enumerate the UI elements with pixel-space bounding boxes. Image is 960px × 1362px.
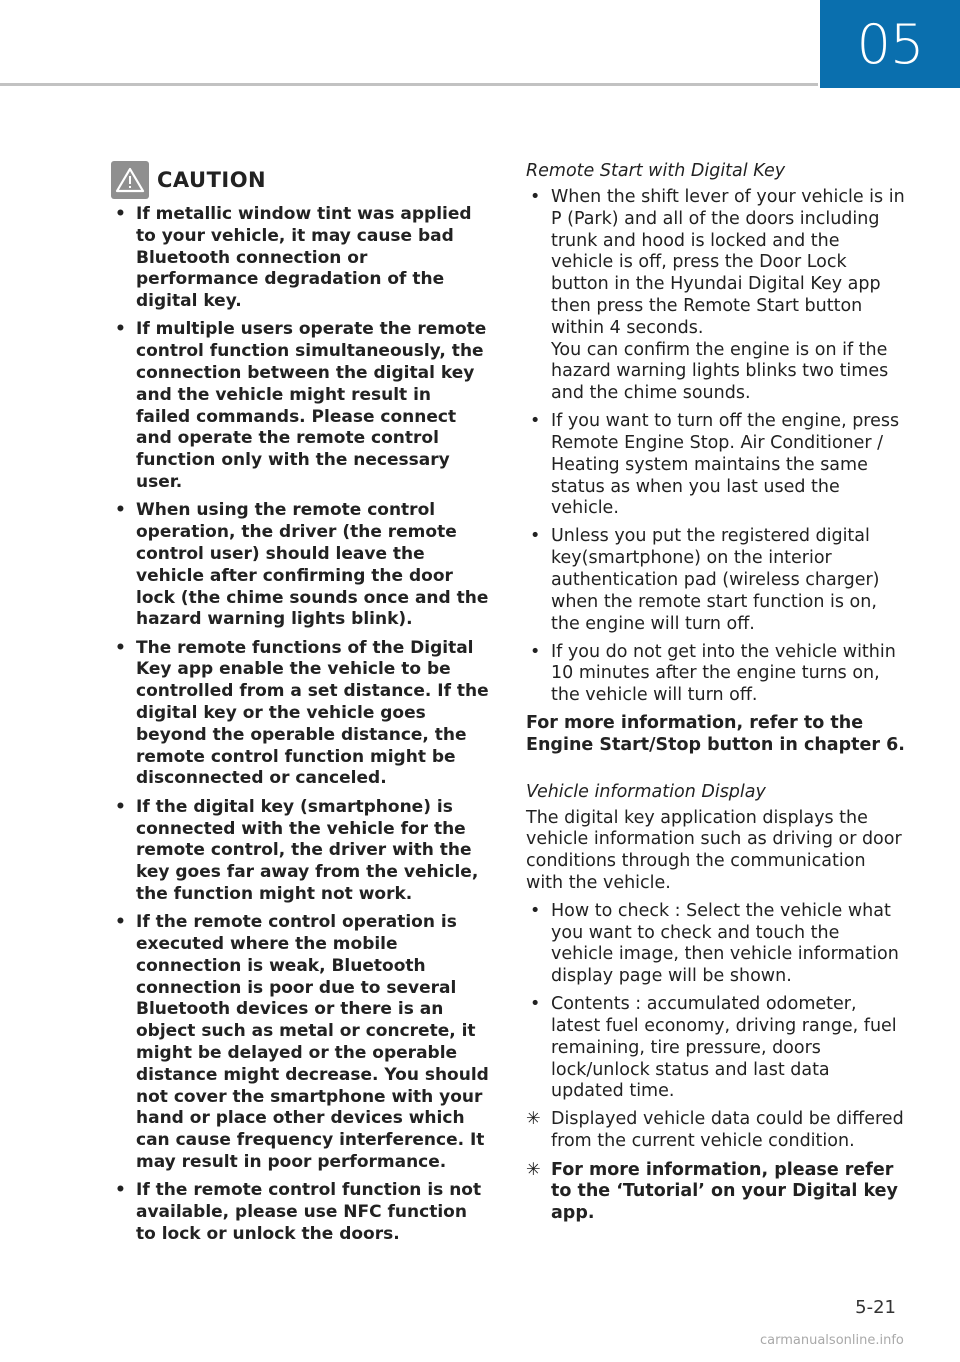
list-item: • Unless you put the registered digital key(smartphone) on the interior authentication pad (wireless charger) when the remote start function is on, the engine will turn off. bbox=[526, 526, 906, 635]
warning-triangle-icon bbox=[111, 161, 149, 199]
asterisk-icon: ✳ bbox=[526, 1109, 541, 1130]
remote-start-heading: Remote Start with Digital Key bbox=[526, 161, 786, 181]
caution-list bbox=[111, 204, 491, 1246]
caution-item: • If the digital key (smartphone) is connected with the vehicle for the remote control, the driver with the key goes far away from the vehicle, the function might not work. bbox=[111, 797, 491, 906]
vehicle-info-heading: Vehicle information Display bbox=[526, 781, 766, 802]
chapter-tab: 05 bbox=[820, 0, 960, 88]
caution-item: • If the remote control operation is executed where the mobile connection is weak, Bluetooth connection is poor due to several Bluetooth devices or there is an object such as metal or concrete, it might be delayed or the operable distance might decrease. You should not cover the smartphone with your hand or place other devices which can cause frequency interference. It may result in poor performance. bbox=[111, 912, 491, 1174]
right-column bbox=[526, 160, 906, 1231]
asterisk-icon: ✳ bbox=[526, 1159, 541, 1180]
watermark: carmanualsonline.info bbox=[760, 1333, 904, 1348]
caution-item: • If multiple users operate the remote control function simultaneously, the connection between the digital key and the vehicle might result in failed commands. Please connect and operate the remote control function only with the necessary user. bbox=[111, 319, 491, 493]
caution-header bbox=[111, 160, 491, 200]
note-text: Displayed vehicle data could be differed from the current vehicle condition. bbox=[551, 1109, 904, 1152]
caution-section bbox=[111, 160, 491, 1252]
list-item: • If you do not get into the vehicle within 10 minutes after the engine turns on, the vehicle will turn off. bbox=[526, 642, 906, 707]
header-rule bbox=[0, 83, 818, 86]
vehicle-info-note bbox=[526, 1109, 906, 1153]
vehicle-info-intro: The digital key application displays the vehicle information such as driving or door conditions through the communication with the vehicle. bbox=[526, 807, 902, 894]
vehicle-info-list bbox=[526, 901, 906, 1103]
caution-item: • If metallic window tint was applied to your vehicle, it may cause bad Bluetooth connection or performance degradation of the digital key. bbox=[111, 204, 491, 313]
list-item: • Contents : accumulated odometer, latest fuel economy, driving range, fuel remaining, tire pressure, doors lock/unlock status and last data updated time. bbox=[526, 994, 906, 1103]
remote-start-more-info: For more information, refer to the Engine Start/Stop button in chapter 6. bbox=[526, 713, 905, 755]
list-item: • When the shift lever of your vehicle is in P (Park) and all of the doors including trunk and hood is locked and the vehicle is off, press the Door Lock button in the Hyundai Digital Key app then press the Remote Start button within 4 seconds. You can confirm the engine is on if the hazard warning lights blinks two times and the chime sounds. bbox=[526, 187, 906, 405]
caution-item: • If the remote control function is not available, please use NFC function to lock or unlock the doors. bbox=[111, 1180, 491, 1245]
caution-title: CAUTION bbox=[157, 168, 267, 192]
list-item: • If you want to turn off the engine, press Remote Engine Stop. Air Conditioner / Heating system maintains the same status as when you last used the vehicle. bbox=[526, 411, 906, 520]
remote-start-list bbox=[526, 187, 906, 707]
page-number: 5-21 bbox=[855, 1297, 896, 1318]
list-item: • How to check : Select the vehicle what you want to check and touch the vehicle image, then vehicle information display page will be shown. bbox=[526, 901, 906, 988]
caution-item: • The remote functions of the Digital Key app enable the vehicle to be controlled from a set distance. If the digital key or the vehicle goes beyond the operable distance, the remote control function might be disconnected or canceled. bbox=[111, 638, 491, 791]
note-text: For more information, please refer to the ‘Tutorial’ on your Digital key app. bbox=[551, 1159, 898, 1224]
vehicle-info-note-bold bbox=[526, 1160, 906, 1225]
caution-item: • When using the remote control operation, the driver (the remote control user) should leave the vehicle after confirming the door lock (the chime sounds once and the hazard warning lights blink). bbox=[111, 500, 491, 631]
